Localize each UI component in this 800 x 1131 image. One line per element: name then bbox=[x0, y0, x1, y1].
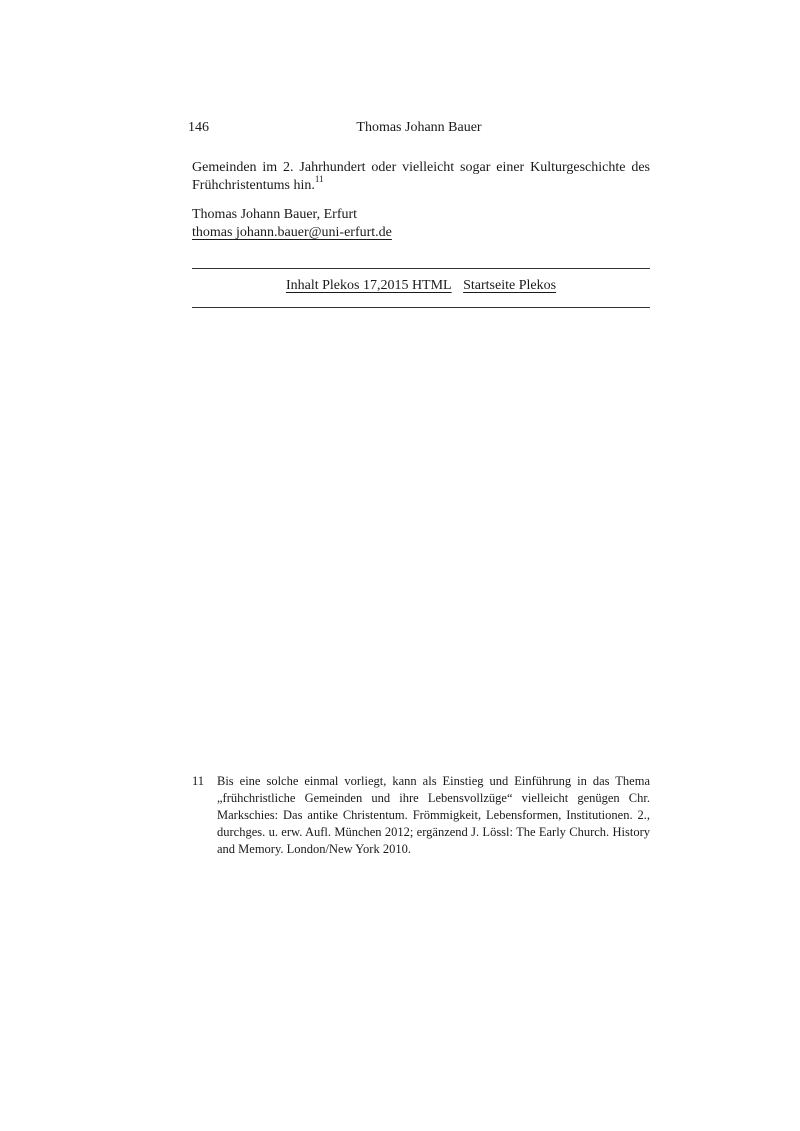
running-title: Thomas Johann Bauer bbox=[356, 120, 482, 135]
nav-divider-bottom bbox=[192, 307, 650, 308]
page-number: 146 bbox=[188, 120, 209, 135]
navigation-links bbox=[192, 277, 650, 295]
page-header bbox=[188, 119, 650, 137]
nav-divider-top bbox=[192, 268, 650, 269]
body-paragraph bbox=[192, 159, 650, 195]
footnote-reference[interactable]: 11 bbox=[314, 174, 324, 185]
author-email-link[interactable]: thomas johann.bauer@uni-erfurt.de bbox=[192, 225, 392, 240]
home-link[interactable]: Startseite Plekos bbox=[463, 278, 557, 293]
footnote bbox=[192, 773, 650, 858]
footnote-text: Bis eine solche einmal vorliegt, kann als Einstieg und Einführung in das Thema „frühchristliche Gemeinden und ihre Lebensvollzüge“ vielleicht genügen Chr. Markschies: Das antike Christentum. Frömmigkeit, Lebensformen, Institutionen. 2., durchges. u. erw. Aufl. München 2012; ergänzend J. Lössl: The Early Church. History and Memory. London/New York 2010. bbox=[217, 774, 650, 856]
contents-link[interactable]: Inhalt Plekos 17,2015 HTML bbox=[285, 278, 452, 293]
author-name: Thomas Johann Bauer, Erfurt bbox=[192, 207, 358, 222]
footnote-number: 11 bbox=[192, 774, 205, 788]
author-block bbox=[192, 206, 650, 242]
paragraph-text: Gemeinden im 2. Jahrhundert oder vielleicht sogar einer Kulturgeschichte des Frühchristentums hin. bbox=[192, 160, 650, 193]
